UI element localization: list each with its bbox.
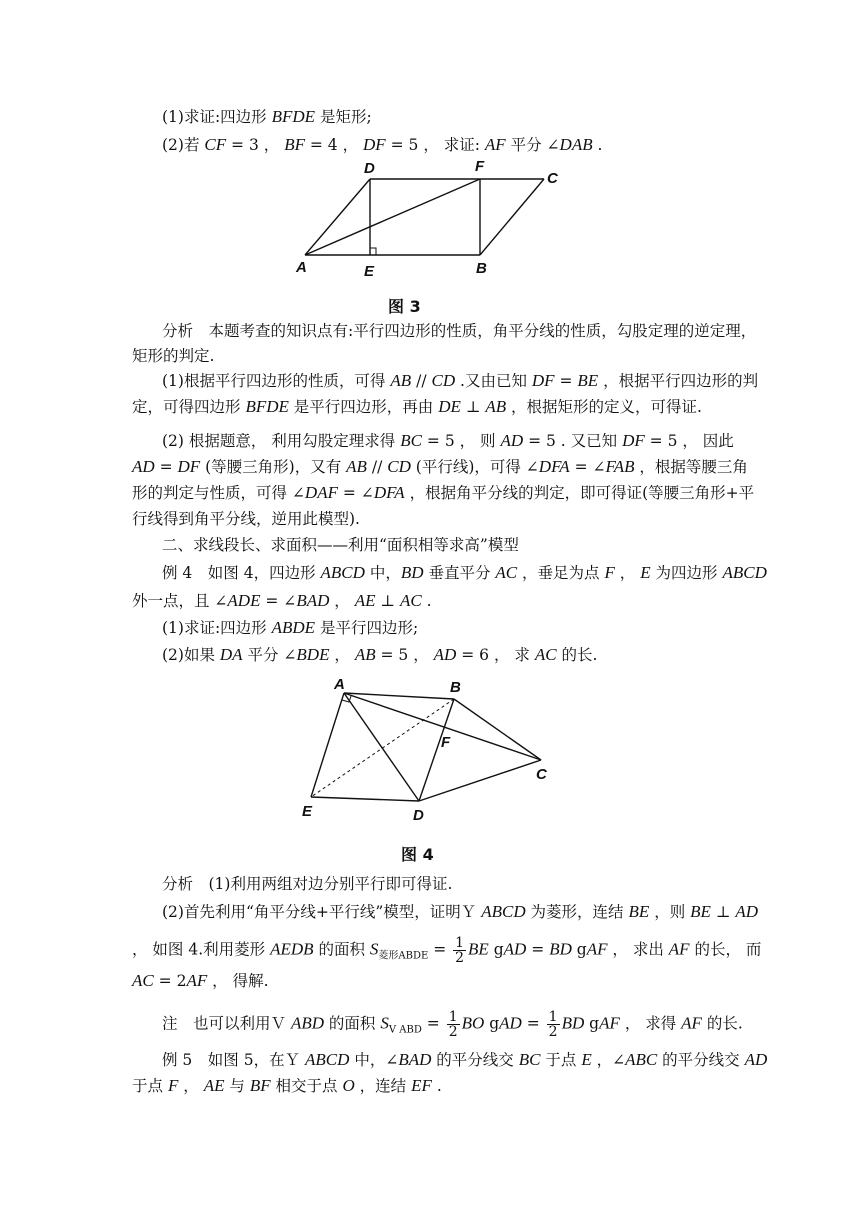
text: 垂直平分: [423, 564, 496, 582]
text: 例 5 如图 5，在Ｙ: [162, 1051, 306, 1069]
math: AF: [599, 1013, 620, 1033]
segment-ad: [305, 179, 370, 255]
text: ，则: [649, 903, 691, 921]
segment-bc: [454, 699, 541, 760]
text: 于点: [540, 1051, 582, 1069]
text: 于点: [132, 1077, 168, 1095]
label-f: F: [475, 158, 485, 175]
math: DF: [531, 371, 555, 390]
math: ABCD: [305, 1050, 350, 1069]
text: = 5 ， 因此: [644, 432, 734, 450]
analysis-line: [162, 901, 758, 923]
analysis-line: 分析 (1)利用两组对边分别平行即可得证.: [162, 875, 453, 893]
analysis-line: 分析 本题考查的知识点有:平行四边形的性质，角平分线的性质，勾股定理的逆定理，: [162, 322, 757, 340]
subscript: 菱形ABDE: [378, 950, 429, 962]
analysis-line: [162, 370, 758, 392]
text: 是平行四边形，再由: [288, 398, 439, 416]
text: = ∠: [260, 592, 297, 610]
text: = 4 ，: [304, 136, 364, 154]
math: ABCD: [320, 563, 365, 582]
math: ABC: [625, 1050, 658, 1069]
figure-3-caption: 图 3: [388, 297, 421, 316]
math: AF: [484, 135, 506, 154]
math: F: [167, 1076, 179, 1095]
section-heading: 二、求线段长、求面积——利用“面积相等求高”模型: [162, 536, 519, 554]
math: S: [369, 939, 379, 959]
text: = 5 ，: [375, 646, 434, 664]
text: =: [526, 940, 550, 959]
text: 是平行四边形;: [315, 619, 419, 637]
math: AC: [399, 591, 422, 610]
math: CF: [204, 135, 227, 154]
math: AF: [586, 939, 608, 959]
math: AF: [681, 1013, 702, 1033]
segment-af: [305, 179, 480, 255]
label-b: B: [450, 679, 461, 696]
math: AD: [744, 1050, 768, 1069]
math: AB: [346, 457, 367, 476]
math: BD: [561, 1013, 585, 1033]
text: 相交于点: [270, 1077, 343, 1095]
analysis-line: [132, 970, 269, 992]
segment-be-dashed: [311, 699, 454, 797]
math: CD: [387, 457, 411, 476]
numerator: 1: [448, 1009, 458, 1025]
text: ，: [329, 646, 355, 664]
text: (2) 根据题意， 利用勾股定理求得: [162, 432, 401, 450]
segment-de: [311, 797, 419, 801]
math: DFA: [373, 483, 405, 502]
text: = 5 ， 求证:: [385, 136, 485, 154]
math: AD: [500, 431, 524, 450]
math: ABCD: [722, 563, 767, 582]
text: ，根据角平分线的判定，即可得证(等腰三角形+平: [404, 484, 755, 502]
example-5-line: [162, 1049, 767, 1071]
math: AC: [132, 971, 154, 990]
text: ， 如图 4.利用菱形: [132, 940, 271, 959]
text: (1)求证:四边形: [162, 619, 272, 637]
analysis-line: [132, 456, 748, 478]
math: FAB: [605, 457, 635, 476]
text: ，: [614, 564, 641, 582]
text: =: [554, 372, 578, 390]
segment-ad: [344, 693, 419, 801]
math: BE: [577, 371, 599, 390]
label-a: A: [296, 259, 307, 276]
text: g: [584, 1014, 600, 1033]
label-e: E: [364, 263, 375, 280]
text: = ∠: [569, 458, 606, 476]
numerator: 1: [455, 935, 465, 951]
math: AF: [668, 939, 690, 959]
math: ADE: [227, 591, 261, 610]
text: = 2: [153, 972, 187, 990]
text: g: [488, 940, 504, 959]
math: AD: [132, 457, 155, 476]
math: BAD: [296, 591, 330, 610]
text: ，∠: [591, 1051, 626, 1069]
fraction: [447, 1010, 460, 1039]
denominator: 2: [448, 1024, 458, 1040]
text: (1)根据平行四边形的性质，可得: [162, 372, 391, 390]
math: AE: [354, 591, 376, 610]
text: ⊥: [375, 592, 400, 610]
note-line: [162, 1010, 743, 1042]
math: BE: [690, 902, 711, 921]
numerator: 1: [548, 1009, 558, 1025]
text: (2)首先利用“角平分线+平行线”模型，证明Ｙ: [162, 903, 482, 921]
math: AD: [433, 645, 457, 664]
math: S: [380, 1013, 389, 1033]
text: .又由已知: [455, 372, 532, 390]
text: 的长.: [556, 646, 598, 664]
math: DF: [177, 457, 201, 476]
math: BE: [468, 939, 489, 959]
text: 平分 ∠: [505, 136, 560, 154]
math: AEDB: [270, 939, 314, 959]
math: DF: [363, 135, 386, 154]
math: ABD: [290, 1013, 324, 1033]
analysis-line: [132, 936, 761, 968]
math: AE: [203, 1076, 225, 1095]
analysis-line: [162, 430, 734, 452]
text: ⊥: [710, 903, 736, 921]
math: AD: [735, 902, 759, 921]
example-4-line: [162, 617, 418, 639]
text: =: [428, 940, 452, 959]
example-5-line: [132, 1075, 442, 1097]
math: BF: [284, 135, 305, 154]
text: ，根据平行四边形的判: [598, 372, 759, 390]
fraction: [547, 1010, 560, 1039]
text: ，连结: [354, 1077, 412, 1095]
text: 的长.: [701, 1014, 743, 1033]
math: DAB: [559, 135, 593, 154]
analysis-line: [132, 482, 754, 504]
math: BO: [461, 1013, 485, 1033]
math: AF: [186, 971, 208, 990]
math: AB: [390, 371, 412, 390]
text: ，: [178, 1077, 204, 1095]
text: //: [411, 372, 432, 390]
math: DA: [219, 645, 243, 664]
label-c: C: [547, 170, 558, 187]
text: = 5 ， 则: [421, 432, 501, 450]
text: = 5 . 又已知: [523, 432, 623, 450]
text: =: [521, 1014, 545, 1033]
math: DAF: [304, 483, 338, 502]
math: ABDE: [271, 618, 316, 637]
label-d: D: [364, 160, 375, 177]
math: AC: [534, 645, 557, 664]
text: 的长， 而: [689, 940, 762, 959]
label-e: E: [302, 803, 313, 820]
text: ， 求得: [619, 1014, 682, 1033]
subscript: V ABD: [388, 1024, 422, 1036]
math: E: [581, 1050, 592, 1069]
math: BC: [518, 1050, 541, 1069]
text: .: [421, 592, 432, 610]
math: BDE: [296, 645, 330, 664]
text: =: [154, 458, 178, 476]
label-d: D: [413, 807, 424, 824]
figure-4-caption: 图 4: [401, 845, 434, 864]
question-2: [162, 134, 602, 156]
example-4-line: [162, 644, 597, 666]
math: BFDE: [245, 397, 289, 416]
fraction: [453, 936, 466, 965]
math: BD: [549, 939, 572, 959]
text: = 3 ，: [226, 136, 285, 154]
text: = 6 ， 求: [456, 646, 535, 664]
text: ， 求出: [607, 940, 669, 959]
label-c: C: [536, 766, 547, 783]
right-angle-mark: [370, 248, 376, 255]
math: AC: [495, 563, 518, 582]
segment-ea: [311, 693, 344, 797]
example-4-line: [132, 590, 432, 612]
text: g: [571, 940, 587, 959]
label-f: F: [441, 734, 451, 751]
math: E: [640, 563, 651, 582]
text: 为四边形: [650, 564, 723, 582]
text: 定，可得四边形: [132, 398, 246, 416]
text: 的平分线交: [431, 1051, 519, 1069]
math: BD: [400, 563, 424, 582]
math: DE: [438, 397, 461, 416]
segment-cb: [480, 179, 544, 255]
denominator: 2: [455, 950, 465, 966]
label-a: A: [334, 676, 345, 693]
text: = ∠: [337, 484, 374, 502]
math: BC: [400, 431, 422, 450]
math: CD: [431, 371, 456, 390]
math: AB: [485, 397, 507, 416]
segment-cd: [419, 760, 541, 801]
text: 是矩形;: [315, 108, 372, 126]
math: F: [604, 563, 615, 582]
question-1: [162, 106, 372, 128]
text: ⊥: [460, 398, 486, 416]
math: BE: [628, 902, 650, 921]
label-b: B: [476, 260, 487, 277]
math: EF: [411, 1076, 432, 1095]
text: 的平分线交: [657, 1051, 745, 1069]
analysis-line: [132, 396, 702, 418]
figure-3: [290, 158, 580, 288]
text: (2)若: [162, 136, 205, 154]
text: .: [592, 136, 603, 154]
text: 的面积: [313, 940, 370, 959]
analysis-line: 矩形的判定.: [132, 347, 215, 365]
text: 外一点，且 ∠: [132, 592, 228, 610]
math: AD: [499, 1013, 522, 1033]
text: 例 4 如图 4，四边形: [162, 564, 321, 582]
text: 中，: [364, 564, 401, 582]
example-4-line: [162, 562, 767, 584]
text: ，垂足为点: [517, 564, 605, 582]
text: 形的判定与性质，可得 ∠: [132, 484, 305, 502]
math: BF: [249, 1076, 271, 1095]
math: DF: [622, 431, 645, 450]
text: (平行线)，可得 ∠: [410, 458, 539, 476]
text: 为菱形，连结: [525, 903, 629, 921]
text: g: [484, 1014, 500, 1033]
figure-4: [296, 672, 566, 832]
text: 的面积: [323, 1014, 381, 1033]
analysis-line: 行线得到角平分线，逆用此模型).: [132, 510, 360, 528]
text: =: [421, 1014, 445, 1033]
math: DFA: [538, 457, 570, 476]
text: ，根据等腰三角: [634, 458, 748, 476]
math: AB: [354, 645, 376, 664]
text: (等腰三角形)，又有: [200, 458, 347, 476]
text: (2)如果: [162, 646, 220, 664]
text: 与: [224, 1077, 250, 1095]
math: BAD: [398, 1050, 432, 1069]
text: 注 也可以利用Ｖ: [162, 1014, 291, 1033]
text: ， 得解.: [207, 972, 269, 990]
text: (1)求证:四边形: [162, 108, 272, 126]
text: 中，∠: [349, 1051, 399, 1069]
math: BFDE: [271, 107, 316, 126]
text: .: [431, 1077, 442, 1095]
text: //: [366, 458, 388, 476]
math: ABCD: [481, 902, 526, 921]
text: ，根据矩形的定义，可得证.: [506, 398, 702, 416]
denominator: 2: [548, 1024, 558, 1040]
math: O: [342, 1076, 355, 1095]
math: AD: [503, 939, 527, 959]
text: 平分 ∠: [242, 646, 297, 664]
text: ，: [329, 592, 355, 610]
